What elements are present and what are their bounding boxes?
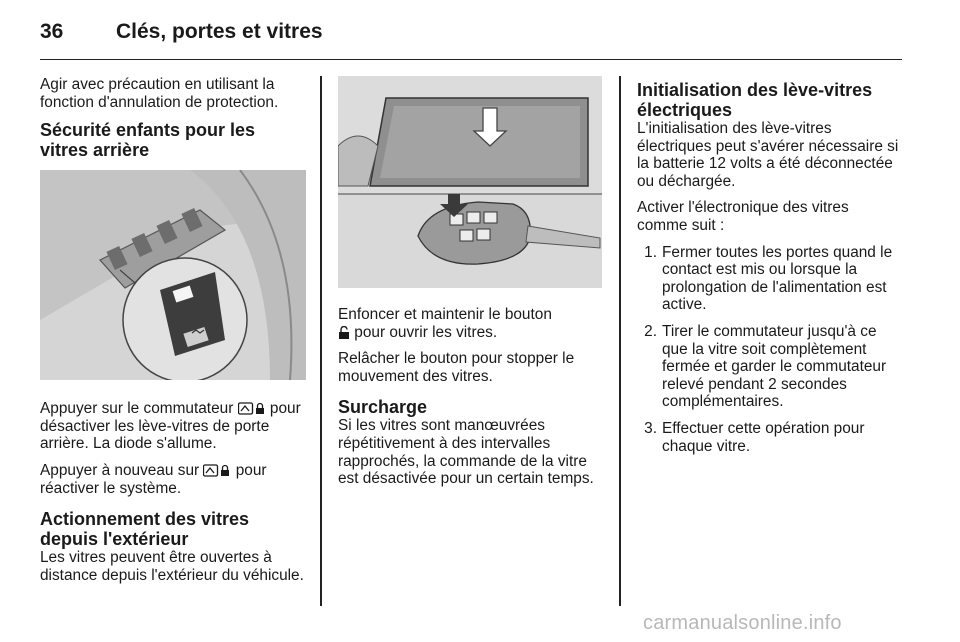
intro-paragraph: Agir avec précaution en utilisant la fonction d'annulation de protection. [40, 76, 279, 111]
steps-list [637, 244, 903, 456]
column-right [637, 76, 903, 464]
child-window-lock-icon [238, 402, 266, 415]
button-paragraph-2: Relâcher le bouton pour stopper le mouvement des vitres. [338, 350, 575, 385]
initialisation-paragraph-2: Activer l'électronique des vitres comme suit : [637, 199, 849, 234]
initialisation-paragraph-1: L'initialisation des lève-vitres électriques peut s'avérer nécessaire si la batterie 12 volts a été déconnectée ou déchargée. [637, 120, 899, 190]
exterior-paragraph: Les vitres peuvent être ouvertes à distance depuis l'extérieur du véhicule. [40, 549, 304, 584]
key-fob-figure [338, 76, 602, 288]
door-switch-panel-figure [40, 170, 306, 380]
column-divider [320, 76, 322, 606]
page-number: 36 [40, 20, 64, 43]
section-heading-exterior: Actionnement des vitres depuis l'extérieur [40, 509, 250, 550]
door-switch-panel-illustration [40, 170, 306, 380]
unlock-padlock-icon [338, 326, 350, 339]
column-middle [338, 76, 602, 497]
section-heading-overload: Surcharge [338, 397, 428, 418]
button-paragraph-1: Enfoncer et maintenir le bouton pour ouvrir les vitres. [338, 306, 552, 341]
child-safety-paragraph-1: Appuyer sur le commutateur pour désactiver les lève-vitres de porte arrière. La diode s'allume. [40, 400, 301, 453]
watermark: carmanualsonline.info [643, 612, 842, 634]
list-item: 3. Effectuer cette opération pour chaque vitre. [644, 419, 865, 455]
column-divider [619, 76, 621, 606]
page-title: Clés, portes et vitres [116, 20, 323, 43]
page-header [40, 14, 902, 60]
section-heading-child-safety: Sécurité enfants pour les vitres arrière [40, 120, 256, 161]
column-left [40, 76, 306, 593]
section-heading-initialisation: Initialisation des lève-vitres électriques [637, 80, 873, 120]
overload-paragraph: Si les vitres sont manœuvrées répétitivement à des intervalles rapprochés, la commande de la vitre est désactivée pour un certain temps. [338, 417, 594, 488]
child-window-lock-icon [203, 464, 231, 477]
child-safety-paragraph-2: Appuyer à nouveau sur pour réactiver le système. [40, 461, 267, 497]
list-item: 2. Tirer le commutateur jusqu'à ce que la vitre soit complètement fermée et garder le commutateur relevé pendant 2 secondes complémentaires. [644, 322, 887, 411]
list-item: 1. Fermer toutes les portes quand le contact est mis ou lorsque la prolongation de l'alimentation est active. [644, 243, 893, 314]
key-fob-illustration [338, 76, 602, 288]
